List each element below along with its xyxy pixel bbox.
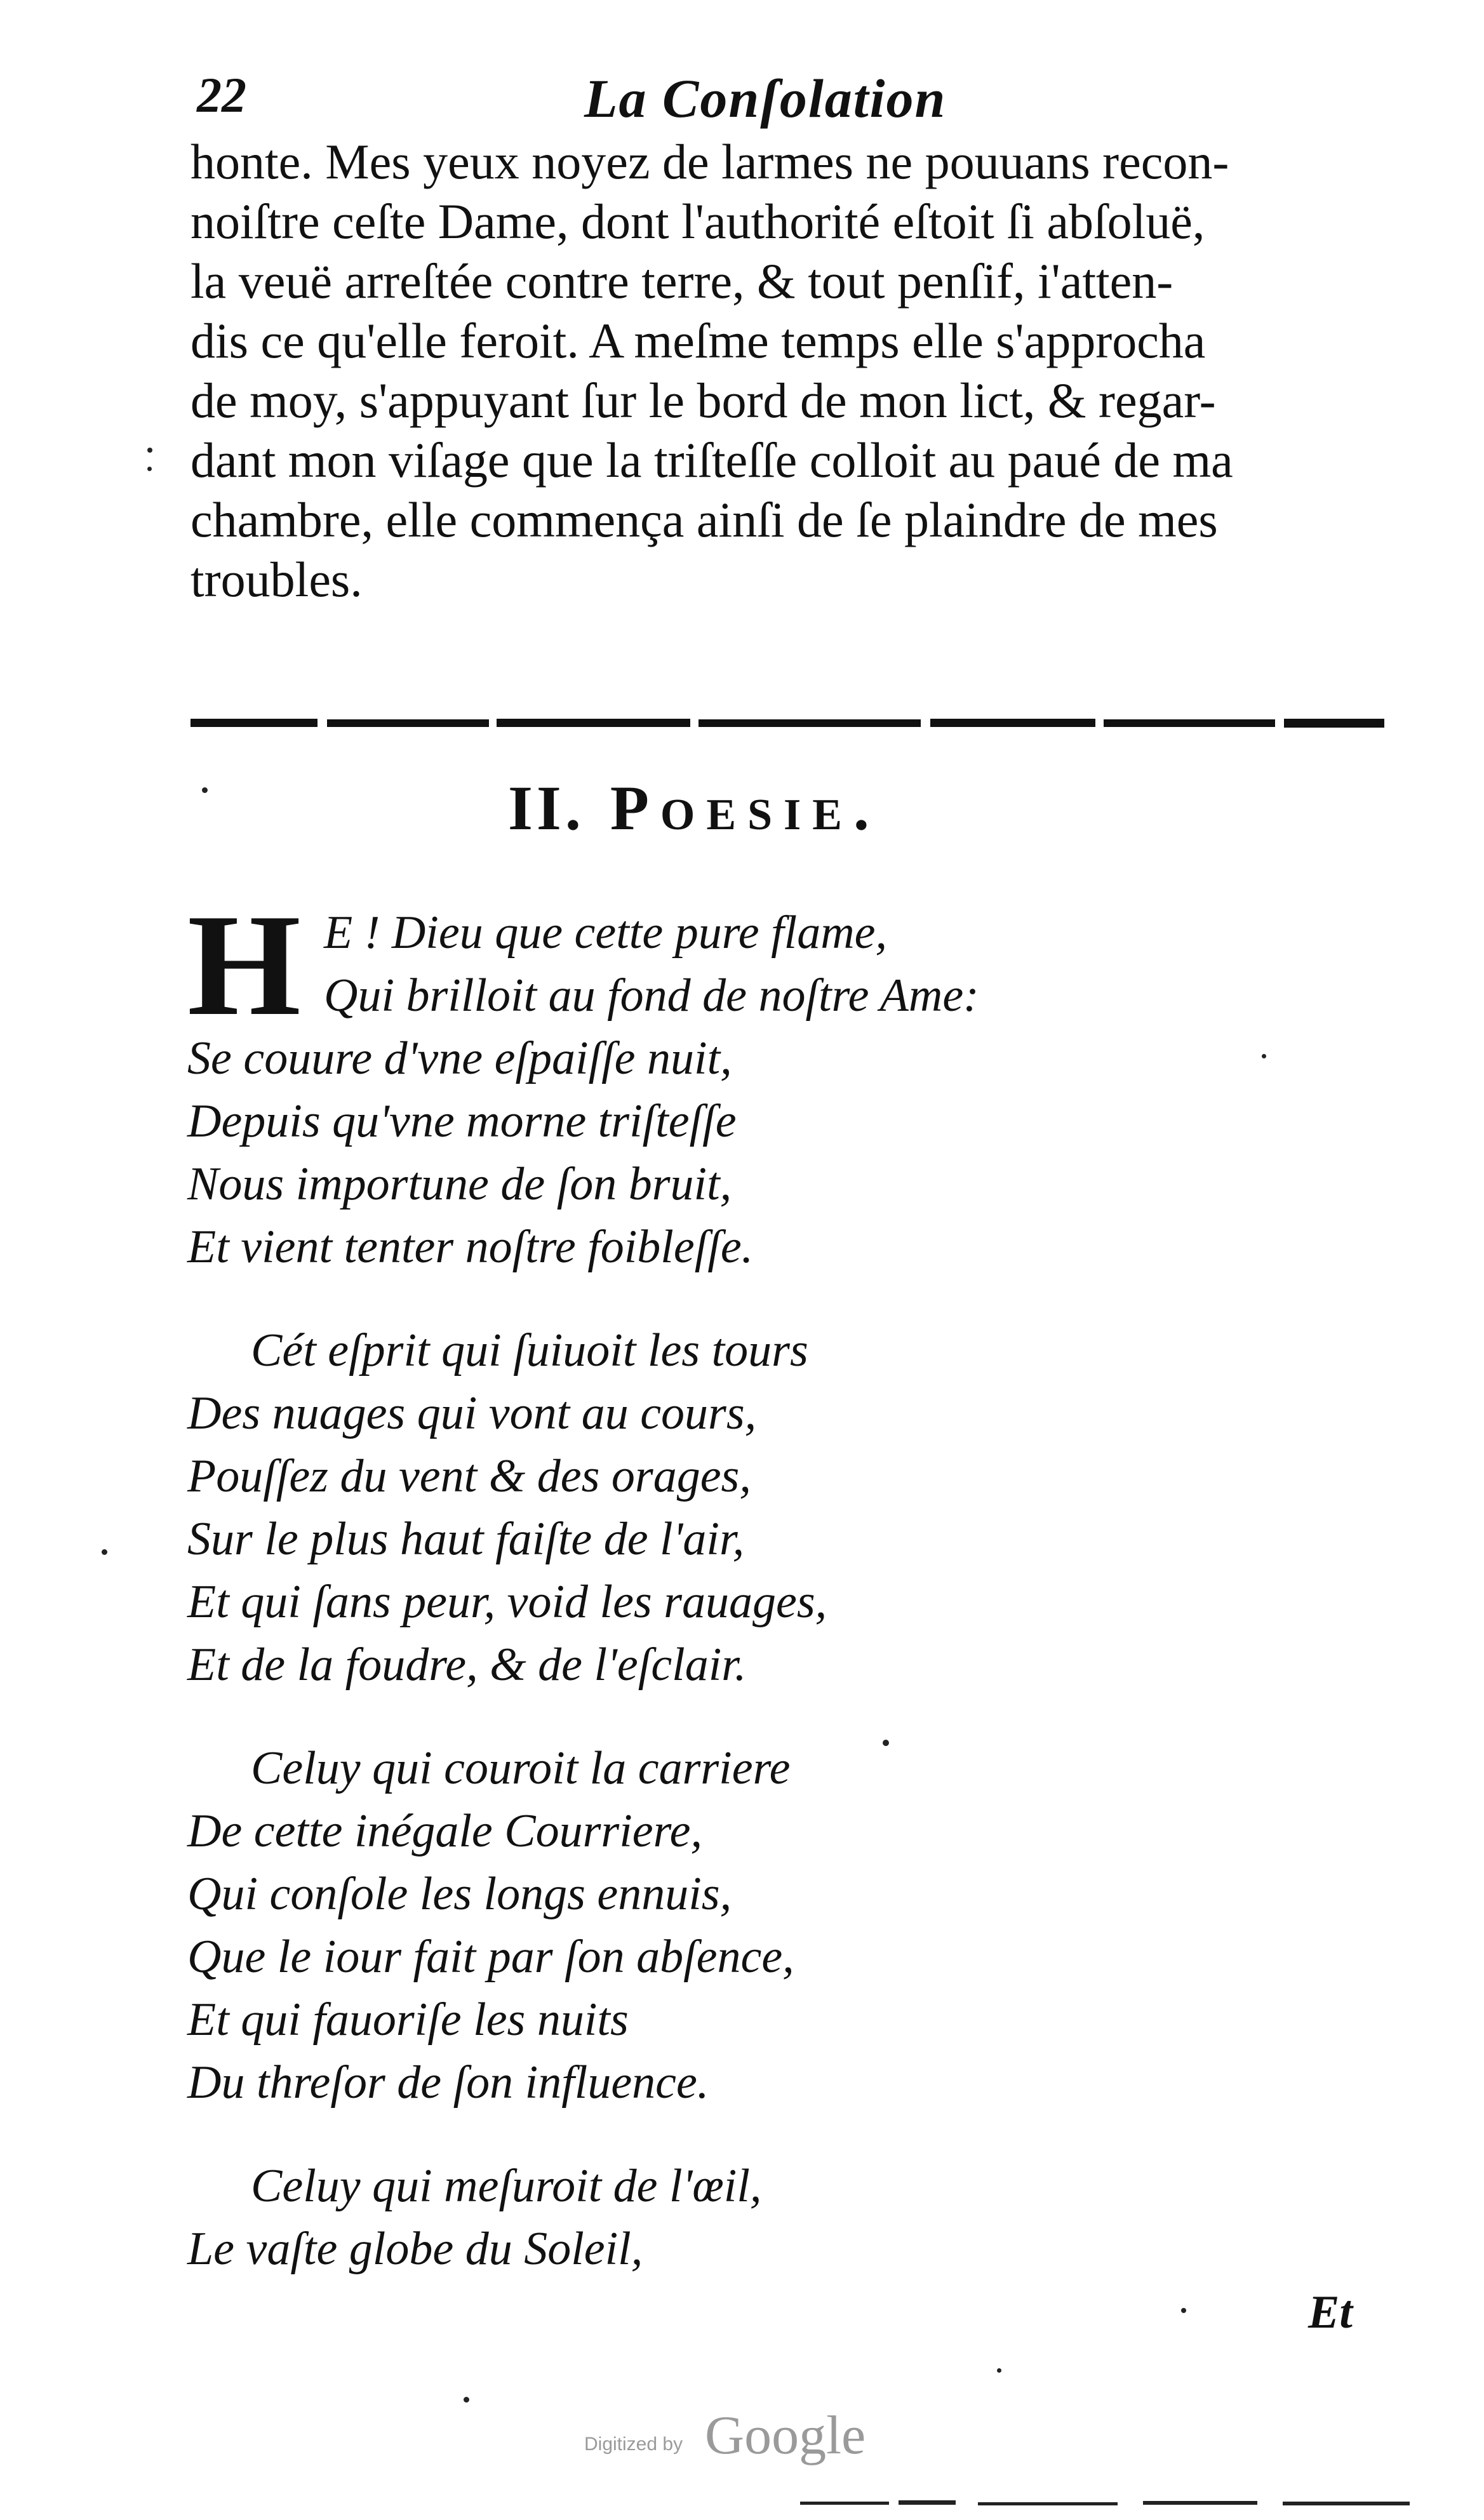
ink-speck — [147, 448, 152, 453]
ink-speck — [1181, 2308, 1186, 2313]
poem-verse: Cét eſprit qui ſuiuoit les tours — [251, 1324, 808, 1377]
prose-line: honte. Mes yeux noyez de larmes ne pouuans recon- — [191, 134, 1229, 189]
poem-verse: Et vient tenter noſtre foibleſſe. — [187, 1221, 754, 1273]
prose-line: la veuë arreſtée contre terre, & tout penſif, i'atten- — [191, 253, 1173, 309]
poem-verse: Des nuages qui vont au cours, — [187, 1387, 757, 1439]
scan-edge-artifact — [787, 2495, 1422, 2509]
poem-verse: Nous importune de ſon bruit, — [187, 1158, 732, 1210]
prose-line: dant mon viſage que la triſteſſe colloit au paué de ma — [191, 432, 1233, 488]
ink-speck — [147, 467, 152, 471]
scan-mark — [1283, 2502, 1410, 2505]
divider-segment — [497, 719, 690, 727]
divider-segment — [1104, 719, 1275, 727]
poem-verse: De cette inégale Courriere, — [187, 1805, 703, 1857]
stanza-3 — [187, 1737, 1394, 2114]
watermark-prefix: Digitized by — [584, 2434, 683, 2455]
catchword: Et — [1308, 2286, 1353, 2338]
stanza-4 — [187, 2155, 1394, 2281]
ink-speck — [997, 2368, 1001, 2373]
poem — [187, 884, 1394, 2321]
poem-verse: Et qui ſans peur, void les rauages, — [187, 1576, 827, 1628]
dropcap-letter: H — [187, 884, 301, 1046]
poem-verse: E ! Dieu que cette pure flame, — [324, 907, 887, 959]
running-title: La Conſolation — [584, 68, 947, 129]
divider-segment — [1284, 719, 1384, 728]
poem-verse: Du threſor de ſon influence. — [187, 2057, 709, 2109]
ink-speck — [202, 787, 208, 793]
ink-speck — [1262, 1054, 1266, 1058]
divider-segment — [191, 719, 318, 727]
stanza-2 — [187, 1319, 1394, 1697]
scan-mark — [978, 2502, 1118, 2505]
prose-line: noiſtre ceſte Dame, dont l'authorité eſtoit ſi abſoluë, — [191, 194, 1205, 249]
ink-speck — [883, 1740, 889, 1746]
poem-verse: Que le iour fait par ſon abſence, — [187, 1931, 794, 1983]
divider-segment — [327, 719, 489, 727]
poem-verse: Celuy qui meſuroit de l'œil, — [251, 2160, 762, 2212]
scan-edge-svg — [787, 2495, 1422, 2509]
poem-verse: Depuis qu'vne morne triſteſſe — [187, 1095, 737, 1147]
page-header — [191, 67, 1384, 143]
poem-verse: Pouſſez du vent & des orages, — [187, 1450, 751, 1502]
poem-verse: Qui brilloit au fond de noſtre Ame: — [324, 970, 979, 1022]
poem-verse: Qui conſole les longs ennuis, — [187, 1868, 732, 1920]
divider-svg — [191, 717, 1384, 729]
scan-mark — [800, 2502, 889, 2505]
page-number: 22 — [197, 67, 246, 123]
poem-verse: Se couure d'vne eſpaiſſe nuit, — [187, 1032, 732, 1084]
scan-mark — [899, 2500, 956, 2505]
prose-line: troubles. — [191, 552, 363, 607]
prose-line: chambre, elle commença ainſi de ſe plaindre de mes — [191, 492, 1218, 547]
ink-speck — [464, 2397, 469, 2403]
watermark-brand: Google — [705, 2404, 866, 2465]
poem-verse: Et de la foudre, & de l'eſclair. — [187, 1639, 747, 1691]
ink-speck — [102, 1549, 107, 1555]
poem-verse: Celuy qui couroit la carriere — [251, 1742, 791, 1794]
dropcap-block — [187, 884, 1394, 1046]
divider-segment — [699, 719, 921, 727]
prose-line: dis ce qu'elle feroit. A meſme temps elle s'approcha — [191, 313, 1206, 368]
poem-verse: Le vaſte globe du Soleil, — [187, 2223, 643, 2275]
section-title: Poesie. — [610, 773, 881, 843]
prose-paragraph — [191, 132, 1397, 610]
poem-verse: Et qui fauoriſe les nuits — [187, 1994, 629, 2046]
prose-line: de moy, s'appuyant ſur le bord de mon lict, & regar- — [191, 373, 1216, 428]
scan-mark — [1143, 2501, 1257, 2505]
section-divider-rule — [191, 717, 1384, 729]
section-numeral: II. — [508, 773, 585, 843]
digitized-watermark — [584, 2403, 902, 2467]
section-heading — [508, 771, 1080, 844]
poem-verse: Sur le plus haut faiſte de l'air, — [187, 1513, 745, 1565]
stanza-1 — [187, 884, 1394, 1279]
divider-segment — [930, 719, 1095, 727]
